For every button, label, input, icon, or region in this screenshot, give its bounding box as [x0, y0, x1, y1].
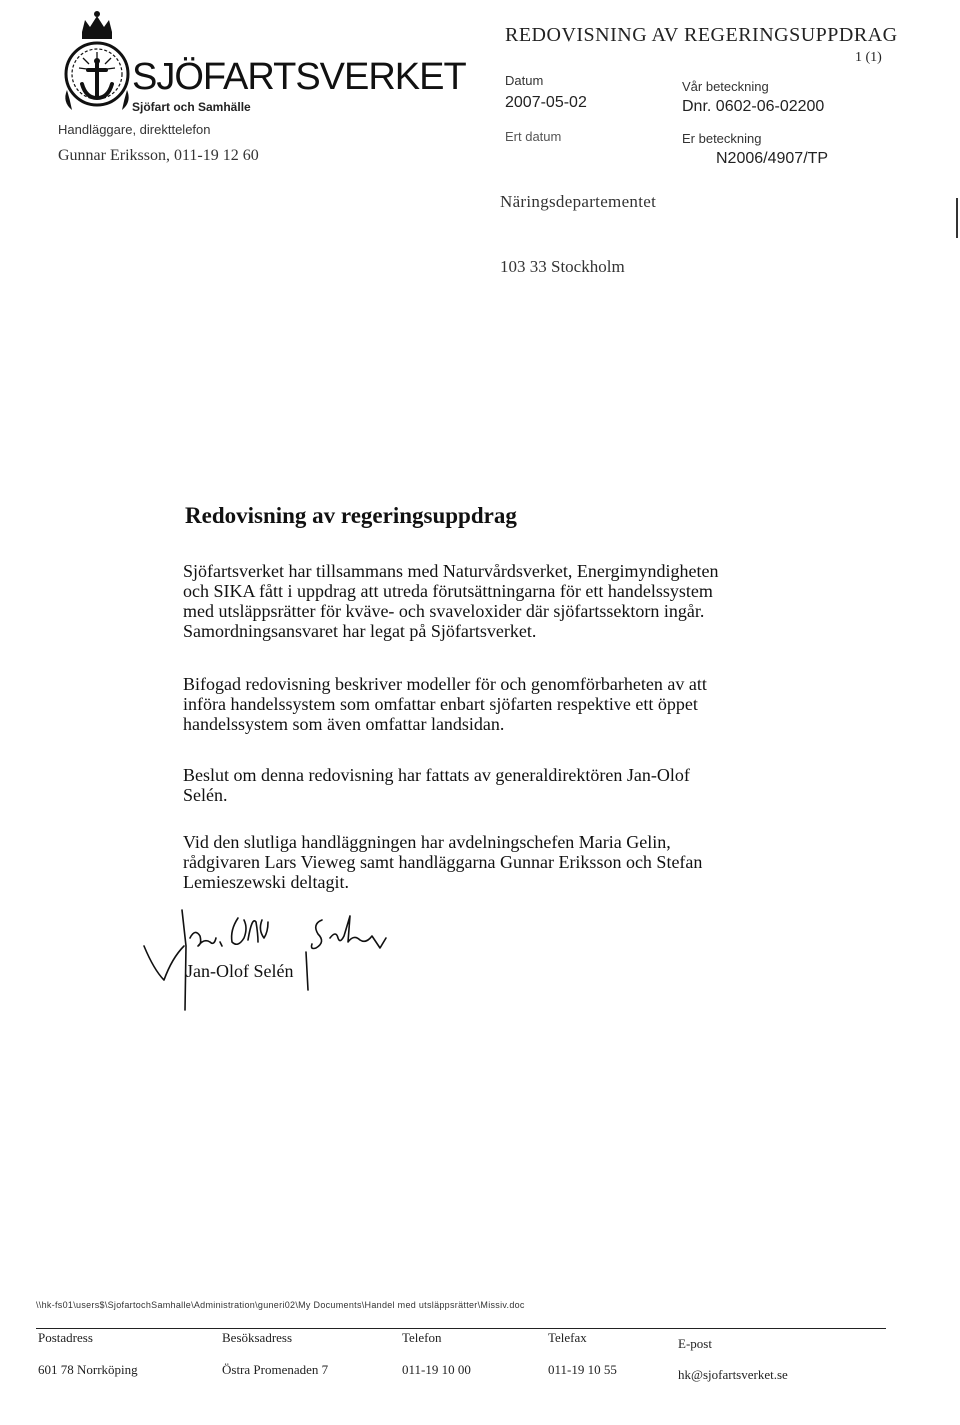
footer-divider [36, 1328, 886, 1329]
er-beteckning-value: N2006/4907/TP [716, 150, 829, 167]
postadress-label: Postadress [38, 1330, 93, 1345]
er-datum-label: Ert datum [505, 129, 562, 144]
telefon-label: Telefon [402, 1330, 442, 1345]
paragraph-line: Beslut om denna redovisning har fattats av generaldirektören Jan-Olof [183, 765, 690, 785]
page-number: 1 (1) [855, 50, 882, 65]
sjofartsverket-crest-logo [58, 10, 136, 122]
epost-label: E-post [678, 1336, 712, 1351]
besoksadress-label: Besöksadress [222, 1330, 293, 1345]
organization-tagline: Sjöfart och Samhälle [132, 100, 251, 114]
paragraph-line: Selén. [183, 785, 228, 805]
paragraph-line: och SIKA fått i uppdrag att utreda förutsättningarna för ett handelssystem [183, 581, 713, 601]
paragraph-line: införa handelssystem som omfattar enbart sjöfarten respektive ett öppet [183, 694, 698, 714]
signer-name: Jan-Olof Selén [186, 961, 294, 981]
file-path: \\hk-fs01\users$\SjofartochSamhalle\Administration\guneri02\My Documents\Handel med utsläppsrätter\Missiv.doc [36, 1300, 525, 1310]
paragraph-line: handelssystem som även omfattar landsidan. [183, 714, 505, 734]
var-beteckning-value: Dnr. 0602-06-02200 [682, 98, 825, 115]
er-beteckning-label: Er beteckning [682, 131, 762, 146]
paragraph-line: Sjöfartsverket har tillsammans med Naturvårdsverket, Energimyndigheten [183, 561, 719, 581]
recipient-name: Näringsdepartementet [500, 192, 657, 211]
body-paragraph-4 [183, 832, 803, 892]
organization-name: SJÖFARTSVERKET [132, 56, 466, 98]
body-paragraph-3 [183, 765, 803, 805]
paragraph-line: Bifogad redovisning beskriver modeller för och genomförbarheten av att [183, 674, 707, 694]
telefax-value: 011-19 10 55 [548, 1362, 617, 1377]
handlaggare-label: Handläggare, direkttelefon [58, 122, 211, 137]
body-paragraph-2 [183, 674, 803, 734]
paragraph-line: med utsläppsrätter för kväve- och svaveloxider där sjöfartssektorn ingår. [183, 601, 705, 621]
besoksadress-value: Östra Promenaden 7 [222, 1362, 329, 1377]
document-type-heading: REDOVISNING AV REGERINGSUPPDRAG [505, 24, 898, 46]
paragraph-line: Samordningsansvaret har legat på Sjöfartsverket. [183, 621, 537, 641]
postadress-value: 601 78 Norrköping [38, 1362, 138, 1377]
datum-label: Datum [505, 73, 544, 88]
telefax-label: Telefax [548, 1330, 587, 1345]
datum-value: 2007-05-02 [505, 94, 587, 111]
paragraph-line: Lemieszewski deltagit. [183, 872, 349, 892]
recipient-city: 103 33 Stockholm [500, 257, 625, 276]
telefon-value: 011-19 10 00 [402, 1362, 471, 1377]
body-paragraph-1 [183, 561, 803, 641]
handlaggare-value: Gunnar Eriksson, 011-19 12 60 [58, 147, 259, 164]
document-title: Redovisning av regeringsuppdrag [185, 503, 517, 528]
paragraph-line: rådgivaren Lars Vieweg samt handläggarna Gunnar Eriksson och Stefan [183, 852, 703, 872]
margin-mark [956, 198, 958, 238]
var-beteckning-label: Vår beteckning [682, 79, 769, 94]
paragraph-line: Vid den slutliga handläggningen har avdelningschefen Maria Gelin, [183, 832, 671, 852]
epost-link[interactable]: hk@sjofartsverket.se [678, 1367, 788, 1382]
